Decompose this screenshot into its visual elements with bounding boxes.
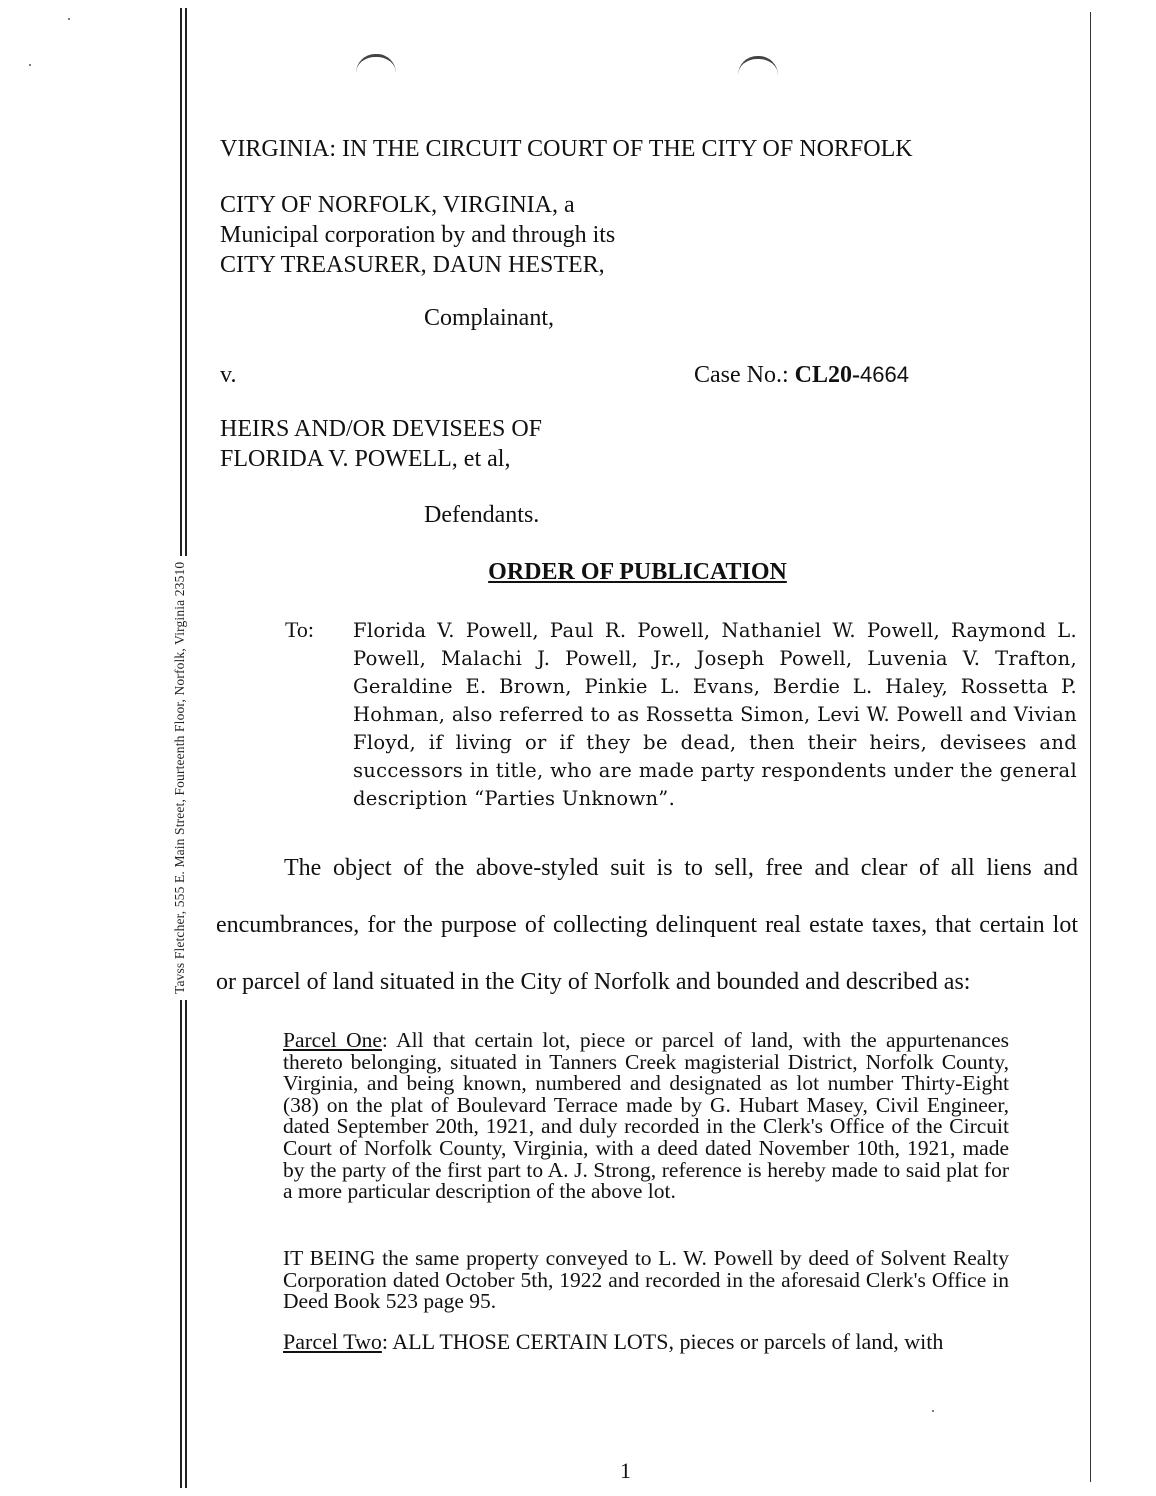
body-paragraph [216, 840, 1078, 1011]
document-heading: ORDER OF PUBLICATION [488, 559, 787, 585]
speck [932, 1410, 934, 1412]
parcel-two-label: Parcel Two [283, 1329, 382, 1354]
defendant-line: HEIRS AND/OR DEVISEES OF [220, 416, 543, 442]
parcel-two-text: : ALL THOSE CERTAIN LOTS, pieces or parcels of land, with [381, 1329, 944, 1354]
defendant-line: FLORIDA V. POWELL, et al, [220, 446, 511, 472]
complainant-line: CITY OF NORFOLK, VIRGINIA, a [220, 192, 575, 218]
notice-recipients: Florida V. Powell, Paul R. Powell, Nathaniel W. Powell, Raymond L. Powell, Malachi J. Powell, Jr., Joseph Powell, Luvenia V. Trafton, Geraldine E. Brown, Pinkie L. Evans, Berdie L. Haley, Rossetta P. Hohman, also referred to as Rossetta Simon, Levi W. Powell and Vivian Floyd, if living or if they be dead, then their heirs, devisees and successors in title, who are made party respondents under the general description “Parties Unknown”. [353, 619, 1077, 810]
parcel-one [283, 1030, 1009, 1203]
complainant-role: Complainant, [424, 305, 554, 331]
speck [29, 64, 31, 66]
it-being-clause: IT BEING the same property conveyed to L. W. Powell by deed of Solvent Realty Corporation dated October 5th, 1922 and recorded in the aforesaid Clerk's Office in Deed Book 523 page 95. [283, 1246, 1009, 1314]
parcel-two [283, 1328, 1009, 1356]
firm-address-sidebar: Tavss Fletcher, 555 E. Main Street, Fourteenth Floor, Norfolk, Virginia 23510 [172, 556, 188, 1000]
punch-hole-mark-right [738, 56, 778, 75]
complainant-line: Municipal corporation by and through its [220, 222, 616, 248]
versus: v. [220, 362, 237, 388]
punch-hole-mark-left [356, 54, 396, 73]
defendant-role: Defendants. [424, 502, 540, 528]
court-title: VIRGINIA: IN THE CIRCUIT COURT OF THE CITY OF NORFOLK [220, 136, 913, 162]
body-line: or parcel of land situated in the City of Norfolk and bounded and described as: [216, 969, 971, 995]
right-margin-rule [1090, 12, 1091, 1482]
parcel-one-text: : All that certain lot, piece or parcel of land, with the appurtenances thereto belonging, situated in Tanners Creek magisterial District, Norfolk County, Virginia, and being known, numbered and designated as lot number Thirty-Eight (38) on the plat of Boulevard Terrace made by G. Hubart Masey, Civil Engineer, dated September 20th, 1921, and duly recorded in the Clerk's Office of the Circuit Court of Norfolk County, Virginia, with a deed dated November 10th, 1921, made by the party of the first part to A. J. Strong, reference is hereby made to said plat for a more particular description of the above lot. [283, 1028, 1009, 1204]
case-number [694, 360, 909, 390]
speck [68, 18, 70, 20]
page-number: 1 [620, 1458, 631, 1483]
case-number-digits: 4664 [860, 362, 909, 387]
defendant-block [220, 414, 542, 474]
complainant-line: CITY TREASURER, DAUN HESTER, [220, 252, 605, 278]
body-line: The object of the above-styled suit is to sell, free and clear of all liens and [284, 855, 1078, 881]
complainant-block [220, 190, 615, 280]
to-label: To: [285, 617, 315, 642]
case-label: Case No.: [694, 362, 795, 388]
parcel-one-label: Parcel One [283, 1028, 382, 1052]
case-number-prefix: CL20- [794, 362, 860, 388]
body-line: encumbrances, for the purpose of collecting delinquent real estate taxes, that certain lot [216, 912, 1078, 938]
